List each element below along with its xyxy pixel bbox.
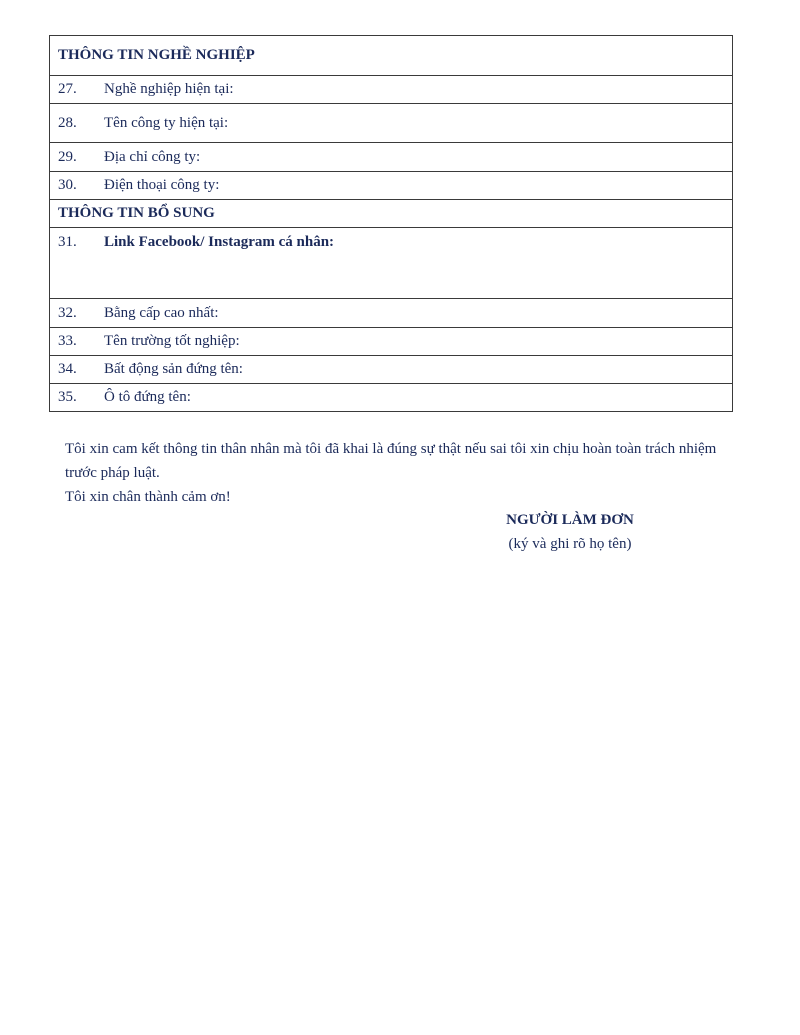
row-number: 34. <box>58 361 77 377</box>
row-label: Link Facebook/ Instagram cá nhân: <box>104 234 335 250</box>
section-header-additional <box>50 200 733 228</box>
row-label: Tên trường tốt nghiệp: <box>104 333 240 349</box>
form-row <box>50 228 733 299</box>
statement-line: Tôi xin cam kết thông tin thân nhân mà tôi đã khai là đúng sự thật nếu sai tôi xin chịu hoàn toàn trách nhiệm <box>65 441 717 457</box>
thanks-line: Tôi xin chân thành cảm ơn! <box>65 489 231 505</box>
section-title: THÔNG TIN BỔ SUNG <box>50 200 733 228</box>
form-cell[interactable] <box>50 384 733 412</box>
row-label: Ô tô đứng tên: <box>104 389 191 405</box>
signature-block <box>480 508 660 556</box>
form-row <box>50 356 733 384</box>
row-number: 27. <box>58 81 77 97</box>
form-row <box>50 299 733 328</box>
form-row <box>50 384 733 412</box>
form-cell[interactable] <box>50 228 733 299</box>
row-label: Bằng cấp cao nhất: <box>104 304 219 321</box>
signature-note: (ký và ghi rõ họ tên) <box>508 536 632 552</box>
row-label: Tên công ty hiện tại: <box>104 114 229 131</box>
signature-title: NGƯỜI LÀM ĐƠN <box>506 512 634 528</box>
row-number: 33. <box>58 333 77 349</box>
statement-line: trước pháp luật. <box>65 465 160 481</box>
row-label: Nghề nghiệp hiện tại: <box>104 81 234 97</box>
form-cell[interactable] <box>50 104 733 143</box>
form-row <box>50 104 733 143</box>
form-cell[interactable] <box>50 76 733 104</box>
form-cell[interactable] <box>50 356 733 384</box>
form-cell[interactable] <box>50 328 733 356</box>
row-label: Địa chỉ công ty: <box>104 148 201 165</box>
row-number: 35. <box>58 389 77 405</box>
row-number: 30. <box>58 177 77 193</box>
form-row <box>50 143 733 172</box>
form-cell[interactable] <box>50 299 733 328</box>
form-row <box>50 76 733 104</box>
row-label: Bất động sản đứng tên: <box>104 361 243 377</box>
row-label: Điện thoại công ty: <box>104 177 220 193</box>
form-cell[interactable] <box>50 172 733 200</box>
row-number: 31. <box>58 234 77 250</box>
commitment-statement <box>65 437 765 509</box>
row-number: 32. <box>58 304 77 321</box>
form-row <box>50 172 733 200</box>
info-form-table <box>49 35 733 412</box>
row-number: 28. <box>58 114 77 131</box>
section-header-occupation <box>50 36 733 76</box>
row-number: 29. <box>58 148 77 165</box>
section-title: THÔNG TIN NGHỀ NGHIỆP <box>50 36 733 76</box>
form-row <box>50 328 733 356</box>
form-cell[interactable] <box>50 143 733 172</box>
